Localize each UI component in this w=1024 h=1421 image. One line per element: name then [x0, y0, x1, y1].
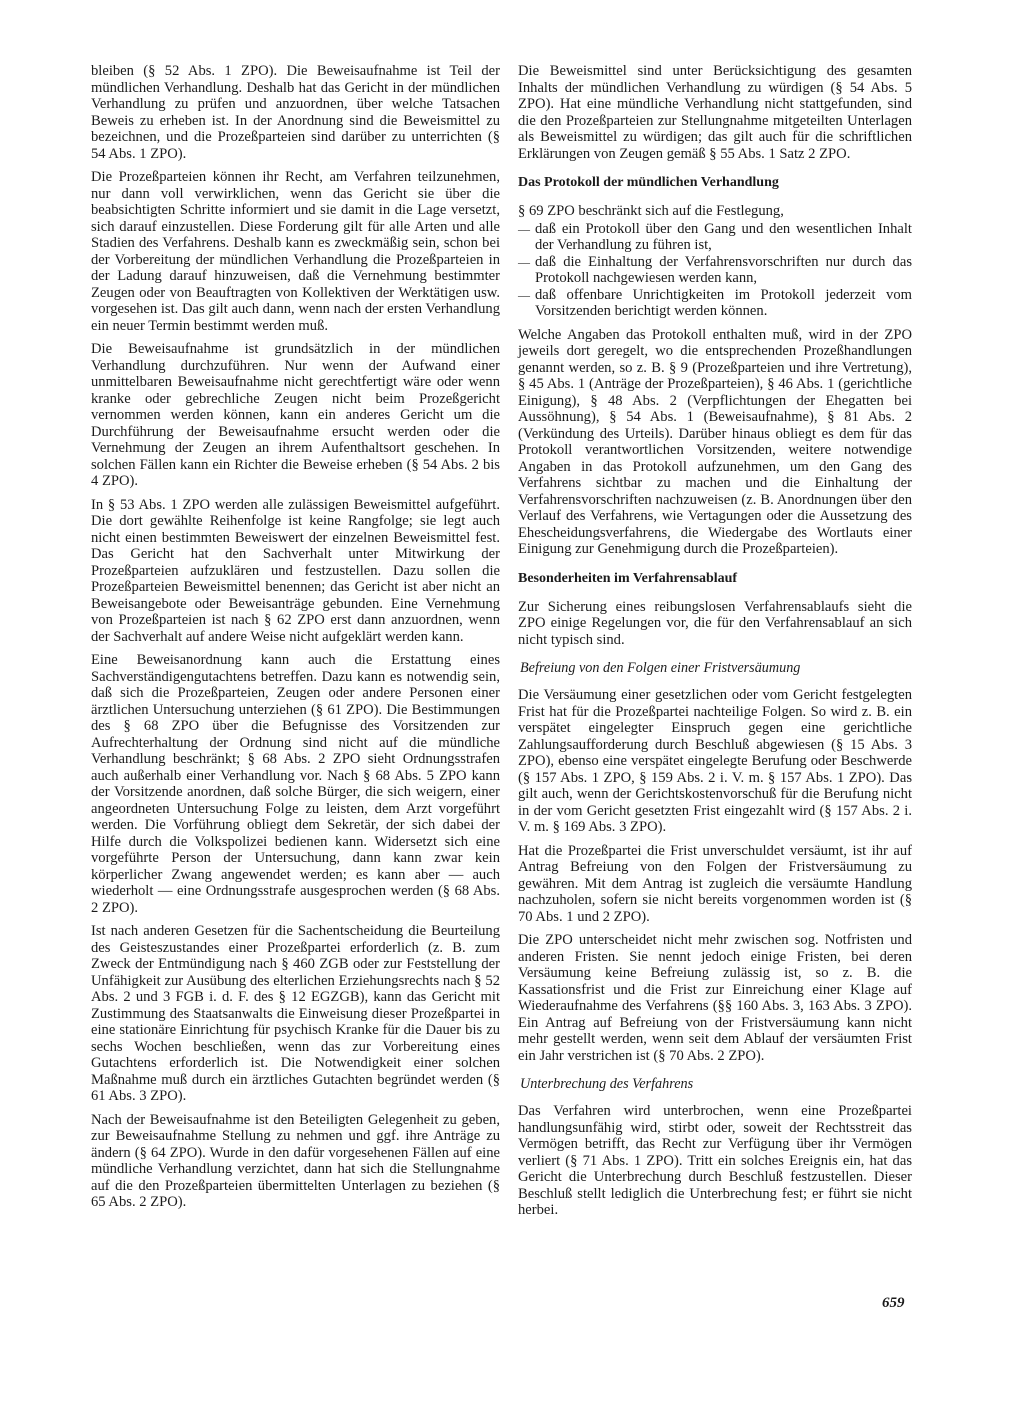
- paragraph-special: Zur Sicherung eines reibungslosen Verfahrensablaufs sieht die ZPO einige Regelungen vor, die für den Verfahrensablauf an sich nicht typisch sind.: [518, 598, 912, 648]
- paragraph-admissible-evidence: In § 53 Abs. 1 ZPO werden alle zulässigen Beweismittel aufgeführt. Die dort gewählte Reihenfolge ist keine Rangfolge; sie legt auch nicht einen bestimmten Beweiswert der einzelnen Beweismittel fest. Das Gericht hat den Sachverhalt unter Mitwirkung der Prozeßparteien aufzuklären und festzustellen. Dazu sollen die Prozeßparteien Beweismittel benennen; das Gericht ist aber nicht an Beweisangebote oder Beweisanträge gebunden. Eine Vernehmung von Prozeßparteien ist nach § 62 ZPO erst dann anzuordnen, wenn der Sachverhalt auf andere Weise nicht aufgeklärt werden kann.: [91, 496, 500, 645]
- paragraph-oral-hearing: Die Beweisaufnahme ist grundsätzlich in der mündlichen Verhandlung durchzuführen. Nur wenn der Aufwand einer unmittelbaren Beweisaufnahme nicht gerechtfertigt wäre oder wenn kranke oder gebrechliche Zeugen nicht beim Prozeßgericht vernommen werden können, kann ein anderes Gericht um die Durchführung der Beweisaufnahme ersucht werden oder die Vernehmung der Zeugen an ihrem Aufenthaltsort geschehen. In solchen Fällen kann ein Richter die Beweise erheben (§ 54 Abs. 2 bis 4 ZPO).: [91, 341, 500, 489]
- paragraph-relief-consequences: Die Versäumung einer gesetzlichen oder vom Gericht festgelegten Frist hat für die Prozeßpartei nachteilige Folgen. So wird z. B. ein verspätet eingelegter Einspruch gegen eine gerichtliche Zahlungsaufforderung durch Beschluß abgewiesen (§ 15 Abs. 3 ZPO), ebenso eine verspätet eingelegte Berufung oder Beschwerde (§ 157 Abs. 1 ZPO, § 159 Abs. 2 i. V. m. § 157 Abs. 1 ZPO). Das gilt auch, wenn der Gerichtskostenvorschuß für die Berufung nicht in der vom Gericht gesetzten Frist eingezahlt wird (§ 157 Abs. 2 i. V. m. § 169 Abs. 3 ZPO).: [518, 687, 912, 835]
- paragraph-mental-state: Ist nach anderen Gesetzen für die Sachentscheidung die Beurteilung des Geisteszustandes einer Prozeßpartei erforderlich (z. B. zum Zweck der Entmündigung nach § 460 ZGB oder zur Feststellung der Unfähigkeit zur Ausübung des elterlichen Erziehungsrechts nach § 52 Abs. 2 und 3 FGB i. d. F. des § 12 EGZGB), kann das Gericht mit Zustimmung des Staatsanwalts die Einweisung dieser Prozeßpartei in eine stationäre Einrichtung für psychisch Kranke für die Dauer bis zu sechs Wochen beschließen, wenn das zur Vorbereitung eines Gutachtens erforderlich ist. Die Notwendigkeit einer solchen Maßnahme muß durch ein ärztliches Gutachten begründet werden (§ 61 Abs. 3 ZPO).: [91, 923, 500, 1104]
- subheading-relief: Befreiung von den Folgen einer Fristversäumung: [520, 660, 801, 676]
- paragraph-evaluation: Die Beweismittel sind unter Berücksichtigung des gesamten Inhalts der mündlichen Verhandlung zu würdigen (§ 54 Abs. 5 ZPO). Hat eine mündliche Verhandlung nicht stattgefunden, sind die den Prozeßparteien zur Stellungnahme mitgeteilten Unterlagen als Beweismittel zu würdigen; das gilt auch für die schriftlichen Erklärungen von Zeugen gemäß § 55 Abs. 1 Satz 2 ZPO.: [518, 63, 912, 162]
- list-item: — daß offenbare Unrichtigkeiten im Protokoll jederzeit vom Vorsitzenden berichtigt werden können.: [518, 287, 912, 320]
- page-number: 659: [882, 1295, 905, 1311]
- section-heading-protocol: Das Protokoll der mündlichen Verhandlung: [518, 175, 779, 190]
- protocol-list: [518, 221, 912, 320]
- list-item: — daß die Einhaltung der Verfahrensvorschriften nur durch das Protokoll nachgewiesen werden kann,: [518, 254, 912, 287]
- subheading-interruption: Unterbrechung des Verfahrens: [520, 1076, 694, 1092]
- paragraph-relief-application: Hat die Prozeßpartei die Frist unverschuldet versäumt, ist ihr auf Antrag Befreiung von den Folgen der Fristversäumung zu gewähren. Mit dem Antrag ist zugleich die versäumte Handlung nachzuholen, sofern sie nicht bereits vorgenommen worden ist (§ 70 Abs. 1 und 2 ZPO).: [518, 842, 912, 925]
- list-item: — daß ein Protokoll über den Gang und den wesentlichen Inhalt der Verhandlung zu führen ist,: [518, 221, 912, 254]
- left-column: [91, 63, 500, 1218]
- section-heading-special: Besonderheiten im Verfahrensablauf: [518, 570, 738, 586]
- paragraph-relief-deadlines: Die ZPO unterscheidet nicht mehr zwischen sog. Notfristen und anderen Fristen. Sie nennt jedoch einige Fristen, bei deren Versäumung keine Befreiung zulässig ist, so z. B. die Kassationsfrist und die Frist zur Einreichung einer Klage auf Wiederaufnahme des Verfahrens (§§ 160 Abs. 3, 163 Abs. 3 ZPO). Ein Antrag auf Befreiung von der Fristversäumung kann nicht mehr gestellt werden, wenn seit dem Ablauf der versäumten Frist ein Jahr verstrichen ist (§ 70 Abs. 2 ZPO).: [518, 932, 912, 1064]
- paragraph-expert-opinion: Eine Beweisanordnung kann auch die Erstattung eines Sachverständigengutachtens betreffen. Dazu kann es notwendig sein, daß sich die Prozeßparteien, Zeugen oder andere Personen einer ärztlichen Untersuchung unterziehen (§ 61 ZPO). Die Bestimmungen des § 68 ZPO über die Befugnisse des Vorsitzenden zur Aufrechterhaltung der Ordnung sind nicht auf die mündliche Verhandlung beschränkt; § 68 Abs. 2 ZPO sieht Ordnungsstrafen auch außerhalb einer Verhandlung vor. Nach § 68 Abs. 5 ZPO kann der Vorsitzende anordnen, daß solche Bürger, die sich weigern, einer angeordneten Untersuchung Folge zu leisten, dem Arzt vorgeführt werden. Die Vorführung obliegt dem Sekretär, der sich dabei der Hilfe durch die Volkspolizei bedienen kann. Widersetzt sich eine vorgeführte Person der Untersuchung, dann kann zwar kein körperlicher Zwang angewendet werden; es kann aber — auch wiederholt — eine Ordnungsstrafe ausgesprochen werden (§ 68 Abs. 2 ZPO).: [91, 652, 500, 916]
- paragraph-party-participation: Die Prozeßparteien können ihr Recht, am Verfahren teilzunehmen, nur dann voll verwirklichen, wenn das Gericht sie über die beabsichtigten Schritte informiert und sie damit in die Lage versetzt, sich darauf einzustellen. Diese Forderung gilt für alle Arten und alle Stadien des Verfahrens. Deshalb kann es zweckmäßig sein, schon bei der Vorbereitung der mündlichen Verhandlung die Prozeßparteien in der Ladung darauf hinzuweisen, daß die Vernehmung bestimmter Zeugen oder von Beauftragten von Kollektiven der Werktätigen usw. vorgesehen ist. Das gilt auch dann, wenn nach der ersten Verhandlung ein neuer Termin bestimmt werden muß.: [91, 169, 500, 334]
- right-column: [518, 63, 912, 1226]
- protocol-lead: § 69 ZPO beschränkt sich auf die Festlegung,: [518, 203, 784, 219]
- paragraph-evidence-taking: bleiben (§ 52 Abs. 1 ZPO). Die Beweisaufnahme ist Teil der mündlichen Verhandlung. Deshalb hat das Gericht in der mündlichen Verhandlung zu prüfen und anzuordnen, über welche Tatsachen Beweis zu erheben ist. In der Anordnung sind die Beweismittel zu bezeichnen, und die Prozeßparteien sind darüber zu unterrichten (§ 54 Abs. 1 ZPO).: [91, 63, 500, 162]
- paragraph-protocol-contents: Welche Angaben das Protokoll enthalten muß, wird in der ZPO jeweils dort geregelt, wo die entsprechenden Prozeßhandlungen genannt werden, so z. B. § 9 (Prozeßparteien und ihre Vertretung), § 45 Abs. 1 (Anträge der Prozeßparteien), § 46 Abs. 1 (gerichtliche Einigung), § 48 Abs. 2 (Verpflichtungen der Ehegatten bei Aussöhnung), § 54 Abs. 1 (Beweisaufnahme), § 81 Abs. 2 (Verkündung des Urteils). Darüber hinaus obliegt es dem für das Protokoll verantwortlichen Vorsitzenden, weitere notwendige Angaben in das Protokoll aufzunehmen, um den Gang des Verfahrens sichtbar zu machen und die Einhaltung der Verfahrensvorschriften nachzuweisen (z. B. Anordnungen über den Verlauf des Verfahrens, wie Vertagungen oder die Aussetzung des Ehescheidungsverfahrens, die Wiedergabe des Wortlauts einer Einigung zur Genehmigung durch die Prozeßparteien).: [518, 326, 912, 557]
- paragraph-after-evidence: Nach der Beweisaufnahme ist den Beteiligten Gelegenheit zu geben, zur Beweisaufnahme Stellung zu nehmen und ggf. ihre Anträge zu ändern (§ 64 ZPO). Wurde in den dafür vorgesehenen Fällen auf eine mündliche Verhandlung verzichtet, dann hat sich die Stellungnahme auf die den Prozeßparteien übermittelten Unterlagen zu beziehen (§ 65 Abs. 2 ZPO).: [91, 1111, 500, 1210]
- paragraph-interruption: Das Verfahren wird unterbrochen, wenn eine Prozeßpartei handlungsunfähig wird, stirbt oder, soweit der Rechtsstreit das Vermögen betrifft, das Recht zur Verfügung über ihr Vermögen verliert (§ 71 Abs. 1 ZPO). Tritt ein solches Ereignis ein, hat das Gericht die Unterbrechung durch Beschluß festzustellen. Dieser Beschluß stellt lediglich die Unterbrechung fest; er führt sie nicht herbei.: [518, 1103, 912, 1218]
